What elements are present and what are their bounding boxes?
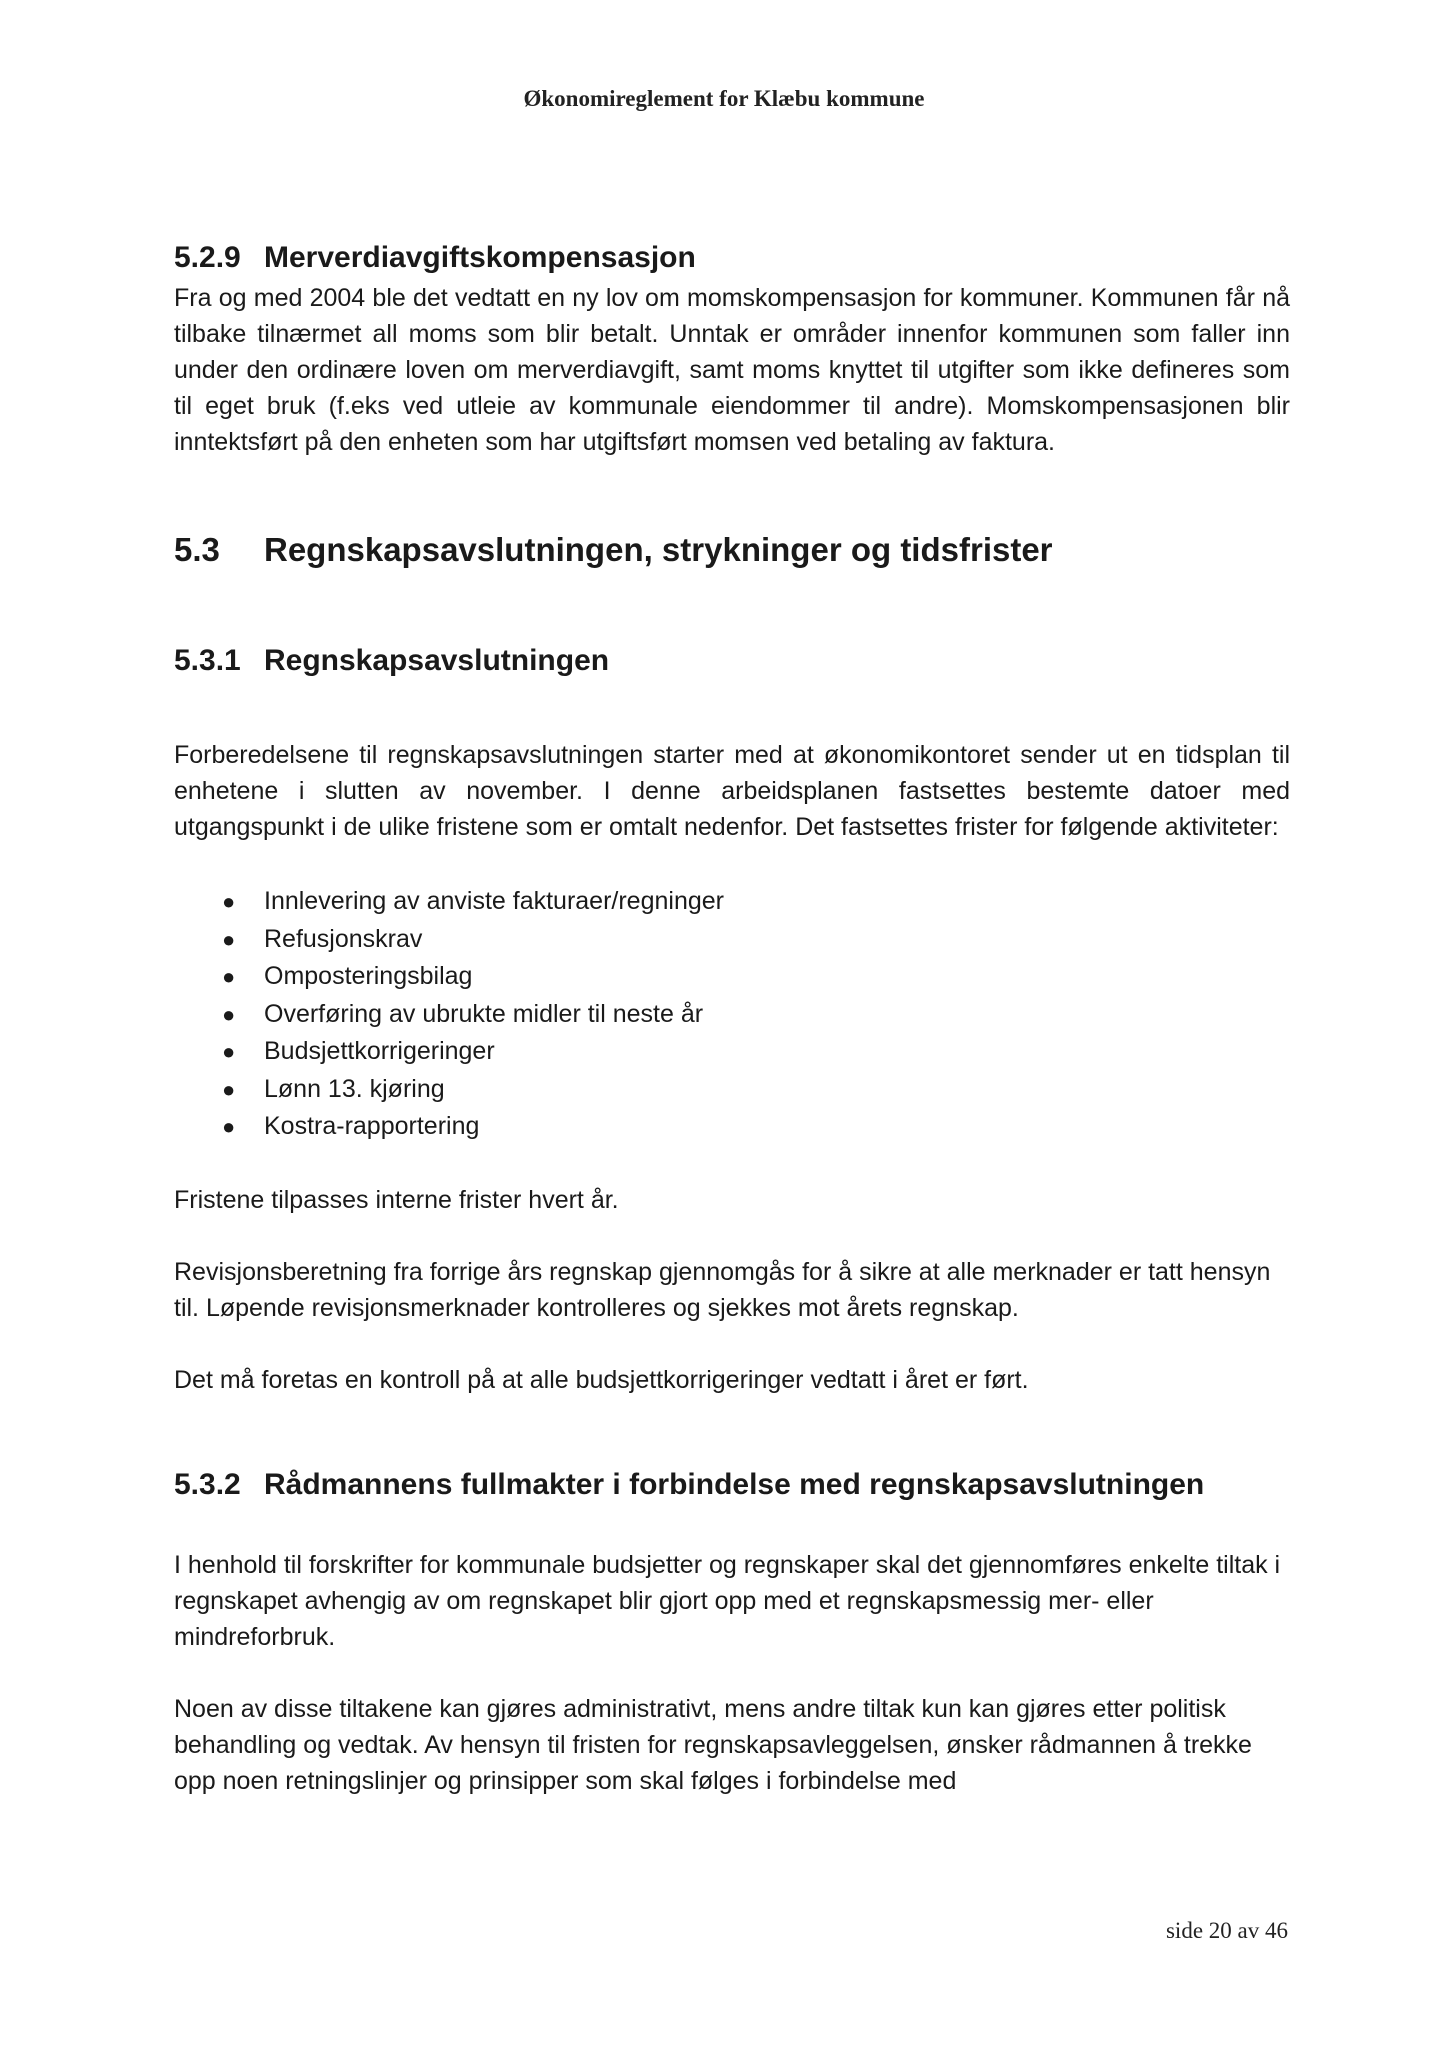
heading-title: Rådmannens fullmakter i forbindelse med regnskapsavslutningen: [264, 1467, 1205, 1501]
bullet-icon: ●: [222, 1039, 236, 1064]
paragraph-administrativt: Noen av disse tiltakene kan gjøres administrativt, mens andre tiltak kun kan gjøres etter politisk behandling og vedtak. Av hensyn til fristen for regnskapsavleggelsen, ønsker rådmannen å trekke opp noen retningslinjer og prinsipper som skal følges i forbindelse med: [174, 1694, 1252, 1795]
bullet-icon: ●: [222, 964, 236, 989]
paragraph-forberedelser: Forberedelsene til regnskapsavslutningen starter med at økonomikontoret sender ut en tidsplan til enhetene i slutten av november. I denne arbeidsplanen fastsettes bestemte datoer med utgangspunkt i de ulike fristene som er omtalt nedenfor. Det fastsettes frister for følgende aktiviteter:: [174, 741, 1290, 841]
page-number: side 20 av 46: [1165, 1918, 1288, 1943]
heading-5-2-9: [174, 238, 1290, 278]
document-header: Økonomireglement for Klæbu kommune: [523, 86, 925, 111]
paragraph-revisjonsberetning: Revisjonsberetning fra forrige års regnskap gjennomgås for å sikre at alle merknader er tatt hensyn til. Løpende revisjonsmerknader kontrolleres og sjekkes mot årets regnskap.: [174, 1257, 1271, 1322]
list-item: ● Lønn 13. kjøring: [174, 1071, 1290, 1109]
heading-number: 5.2.9: [174, 241, 241, 274]
heading-number: 5.3: [174, 531, 220, 568]
list-item: ● Omposteringsbilag: [174, 958, 1290, 996]
paragraph-forskrifter: I henhold til forskrifter for kommunale budsjetter og regnskaper skal det gjennomføres enkelte tiltak i regnskapet avhengig av om regnskapet blir gjort opp med et regnskapsmessig mer- eller mindreforbruk.: [174, 1550, 1281, 1651]
heading-title: Merverdiavgiftskompensasjon: [264, 241, 696, 274]
paragraph-kontroll: Det må foretas en kontroll på at alle budsjettkorrigeringer vedtatt i året er ført.: [174, 1365, 1029, 1394]
paragraph-fristene: Fristene tilpasses interne frister hvert år.: [174, 1185, 619, 1214]
bullet-icon: ●: [222, 1076, 236, 1102]
list-item: ● Innlevering av anviste fakturaer/regninger: [174, 883, 1290, 921]
bullet-icon: ●: [222, 926, 236, 952]
list-item: ● Overføring av ubrukte midler til neste år: [174, 996, 1290, 1034]
heading-title: Regnskapsavslutningen: [264, 644, 610, 677]
heading-number: 5.3.2: [174, 1467, 241, 1501]
heading-5-3-2: [174, 1465, 1290, 1505]
list-item: ● Kostra-rapportering: [174, 1108, 1290, 1146]
heading-5-3: [174, 528, 1290, 572]
activity-list: [174, 883, 1290, 1146]
heading-number: 5.3.1: [174, 644, 241, 677]
document-body: [174, 238, 1290, 1799]
heading-5-3-1: [174, 641, 1290, 681]
bullet-icon: ●: [222, 1001, 236, 1027]
heading-title: Regnskapsavslutningen, strykninger og tidsfrister: [264, 531, 1053, 568]
bullet-icon: ●: [222, 1114, 236, 1139]
bullet-icon: ●: [222, 889, 236, 914]
list-item: ● Budsjettkorrigeringer: [174, 1033, 1290, 1071]
list-item: ● Refusjonskrav: [174, 921, 1290, 959]
paragraph-momskompensasjon: Fra og med 2004 ble det vedtatt en ny lov om momskompensasjon for kommuner. Kommunen får nå tilbake tilnærmet all moms som blir betalt. Unntak er områder innenfor kommunen som faller inn under den ordinære loven om merverdiavgift, samt moms knyttet til utgifter som ikke defineres som til eget bruk (f.eks ved utleie av kommunale eiendommer til andre). Momskompensasjonen blir inntektsført på den enheten som har utgiftsført momsen ved betaling av faktura.: [174, 284, 1290, 456]
